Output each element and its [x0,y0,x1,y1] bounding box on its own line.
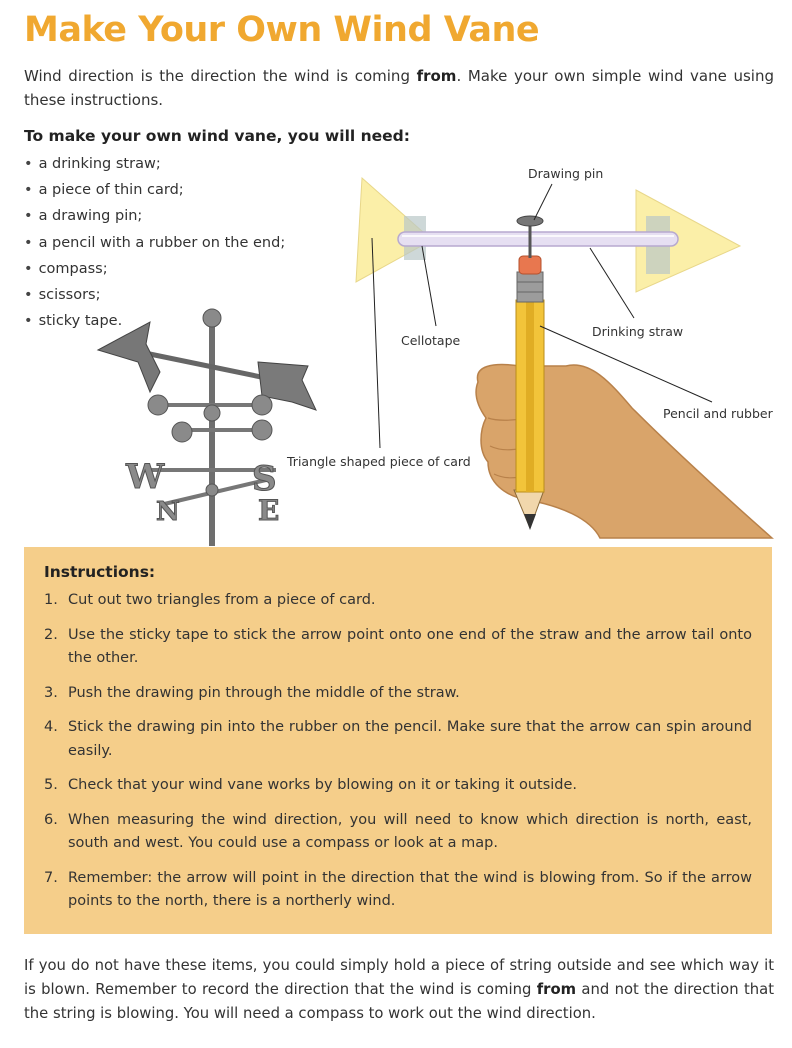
label-drinking-straw: Drinking straw [592,324,684,339]
list-item: 5. Check that your wind vane works by blowing on it or taking it outside. [44,777,578,793]
list-item: 3. Push the drawing pin through the middle of the straw. [44,684,460,701]
list-item: • scissors; [24,282,285,308]
pencil-ferrule [517,272,543,302]
drawing-pin-icon [517,216,543,226]
outro-paragraph: If you do not have these items, you could simply hold a piece of string outside and see which way it is blown. Remember to record the direction that the wind is coming from and not the direction that the string is blowing. You will need a compass to work out the wind direction. [24,957,775,1022]
intro-emphasis: from [416,67,457,85]
list-item: 1. Cut out two triangles from a piece of card. [44,592,376,608]
list-item: 6. When measuring the wind direction, you will need to know which direction is north, east, south and west. You could use a compass or look at a map. [44,811,752,851]
compass-letter-n: N [156,497,180,527]
label-triangle-card: Triangle shaped piece of card [287,454,471,469]
page-title: Make Your Own Wind Vane [24,10,540,50]
compass-letter-s: S [252,459,277,499]
outro-emphasis: from [536,981,577,998]
list-item: 7. Remember: the arrow will point in the direction that the wind is blowing from. So if the arrow points to the north, there is a northerly wind. [44,869,752,909]
list-item: 2. Use the sticky tape to stick the arrow point onto one end of the straw and the arrow tail onto the other. [44,626,752,666]
list-item: 4. Stick the drawing pin into the rubber on the pencil. Make sure that the arrow can spin around easily. [44,719,752,759]
list-item: • a drawing pin; [24,203,285,229]
instructions-panel [24,547,772,934]
list-item: • a drinking straw; [24,151,285,177]
list-item: • a pencil with a rubber on the end; [24,230,285,256]
instructions-heading: Instructions: [44,563,156,581]
intro-paragraph: Wind direction is the direction the wind is coming from. Make your own simple wind vane using these instructions. [24,67,774,109]
list-item: • sticky tape. [24,308,285,334]
list-item: • compass; [24,256,285,282]
list-item: • a piece of thin card; [24,177,285,203]
instructions-list [44,589,752,914]
materials-heading: To make your own wind vane, you will need: [24,127,410,145]
weather-vane-icon [98,309,316,546]
straw [398,232,678,246]
compass-letter-w: W [126,457,165,497]
rubber [519,256,541,274]
compass-letter-e: E [258,494,280,527]
label-pencil-and-rubber: Pencil and rubber [663,406,773,421]
label-drawing-pin: Drawing pin [528,166,604,181]
label-cellotape: Cellotape [401,333,461,348]
